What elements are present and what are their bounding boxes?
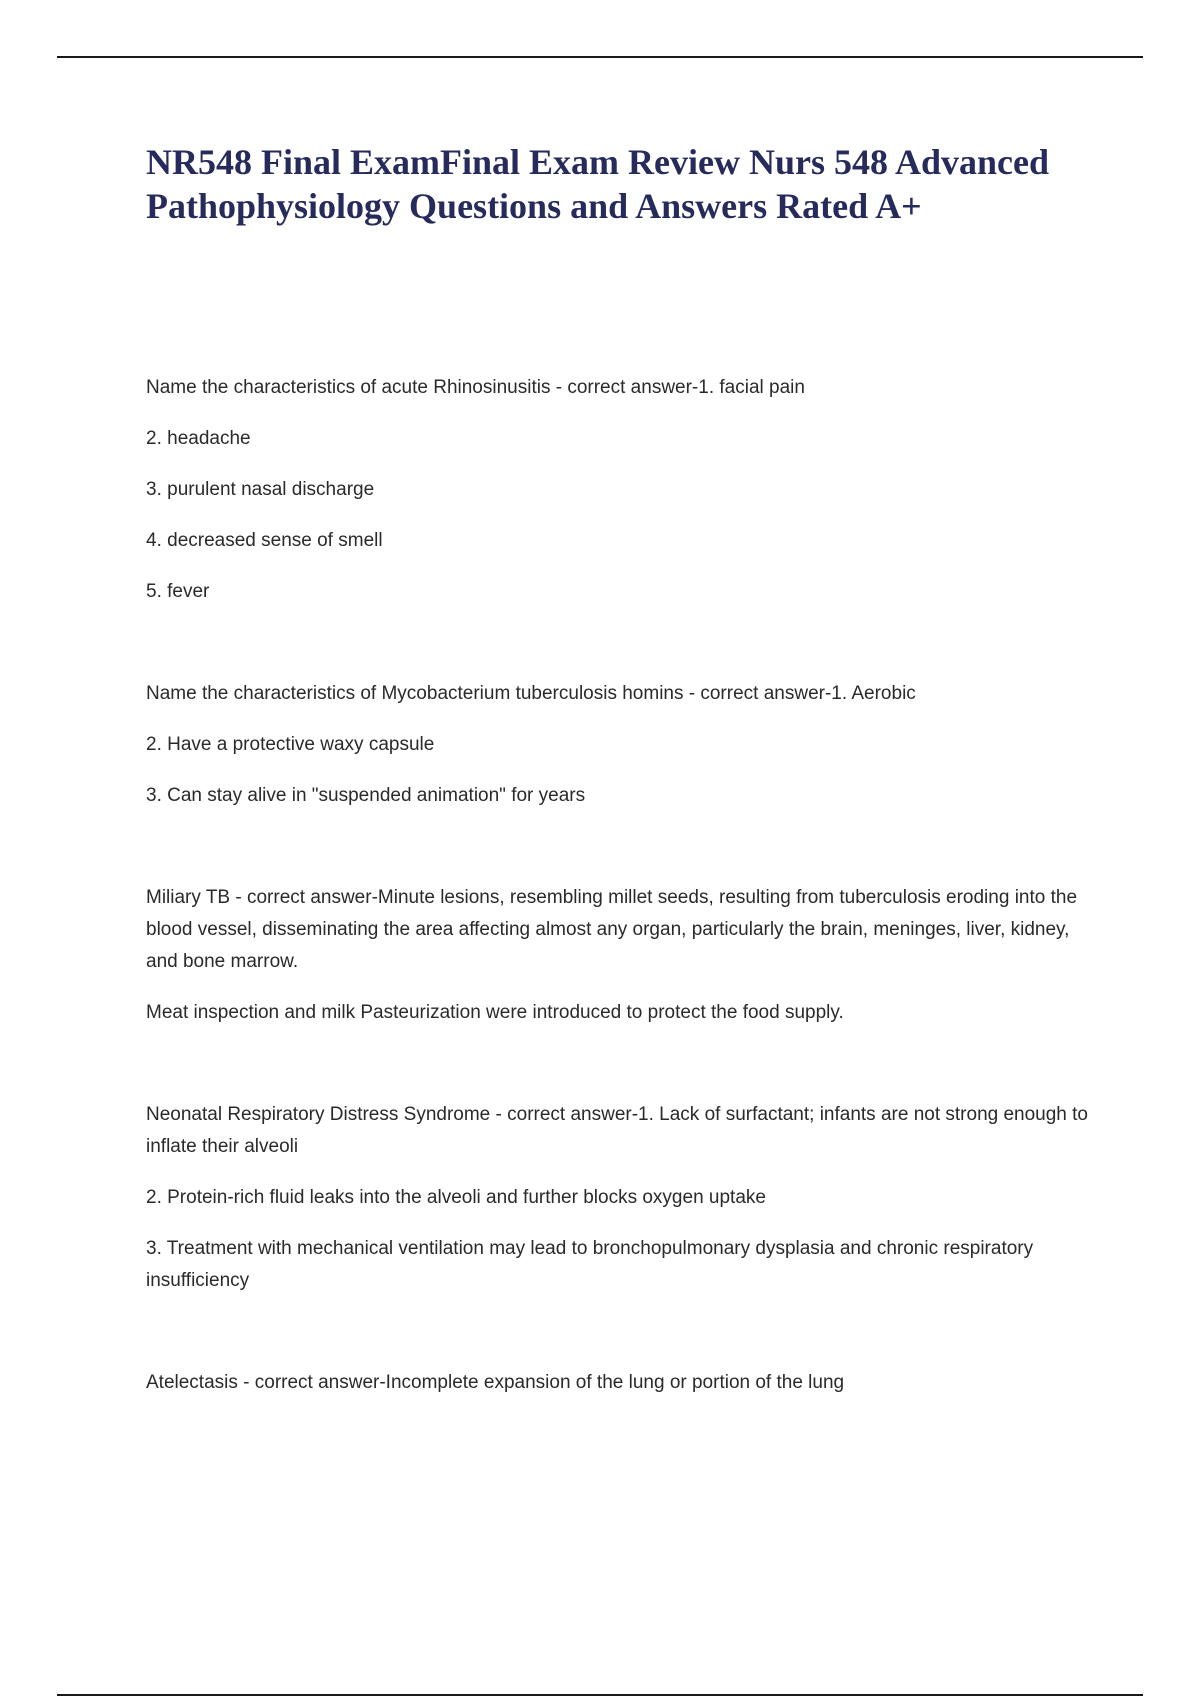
entry-4-line-2: 2. Protein-rich fluid leaks into the alveoli and further blocks oxygen uptake bbox=[146, 1187, 766, 1208]
entry-3-line-1: Miliary TB - correct answer-Minute lesions, resembling millet seeds, resulting from tuberculosis eroding into the blood vessel, disseminating the area affecting almost any organ, particularly the brain, meninges, liver, kidney, and bone marrow. bbox=[146, 887, 1078, 972]
entry-4-line-1: Neonatal Respiratory Distress Syndrome - correct answer-1. Lack of surfactant; infants are not strong enough to inflate their alveoli bbox=[146, 1104, 1089, 1157]
entry-5-line-1: Atelectasis - correct answer-Incomplete expansion of the lung or portion of the lung bbox=[146, 1372, 845, 1393]
entry-1-line-5: 5. fever bbox=[146, 581, 210, 602]
document-page bbox=[146, 140, 1096, 1418]
bottom-rule bbox=[57, 1694, 1143, 1696]
document-title: NR548 Final ExamFinal Exam Review Nurs 548 Advanced Pathophysiology Questions and Answers Rated A+ bbox=[146, 142, 1050, 226]
entry-1-line-3: 3. purulent nasal discharge bbox=[146, 479, 375, 500]
entry-1-line-1: Name the characteristics of acute Rhinosinusitis - correct answer-1. facial pain bbox=[146, 377, 805, 398]
entry-3-line-2: Meat inspection and milk Pasteurization were introduced to protect the food supply. bbox=[146, 1002, 844, 1023]
entry-1-line-4: 4. decreased sense of smell bbox=[146, 530, 383, 551]
entry-spacer bbox=[146, 1316, 1096, 1367]
entry-1-line-2: 2. headache bbox=[146, 428, 251, 449]
qa-list bbox=[146, 372, 1096, 1399]
entry-spacer bbox=[146, 1048, 1096, 1099]
entry-4-line-3: 3. Treatment with mechanical ventilation may lead to bronchopulmonary dysplasia and chronic respiratory insufficiency bbox=[146, 1238, 1034, 1291]
entry-spacer bbox=[146, 831, 1096, 882]
entry-2-line-3: 3. Can stay alive in "suspended animation" for years bbox=[146, 785, 586, 806]
entry-2-line-1: Name the characteristics of Mycobacterium tuberculosis homins - correct answer-1. Aerobic bbox=[146, 683, 916, 704]
entry-spacer bbox=[146, 627, 1096, 678]
entry-2-line-2: 2. Have a protective waxy capsule bbox=[146, 734, 435, 755]
top-rule bbox=[57, 56, 1143, 58]
